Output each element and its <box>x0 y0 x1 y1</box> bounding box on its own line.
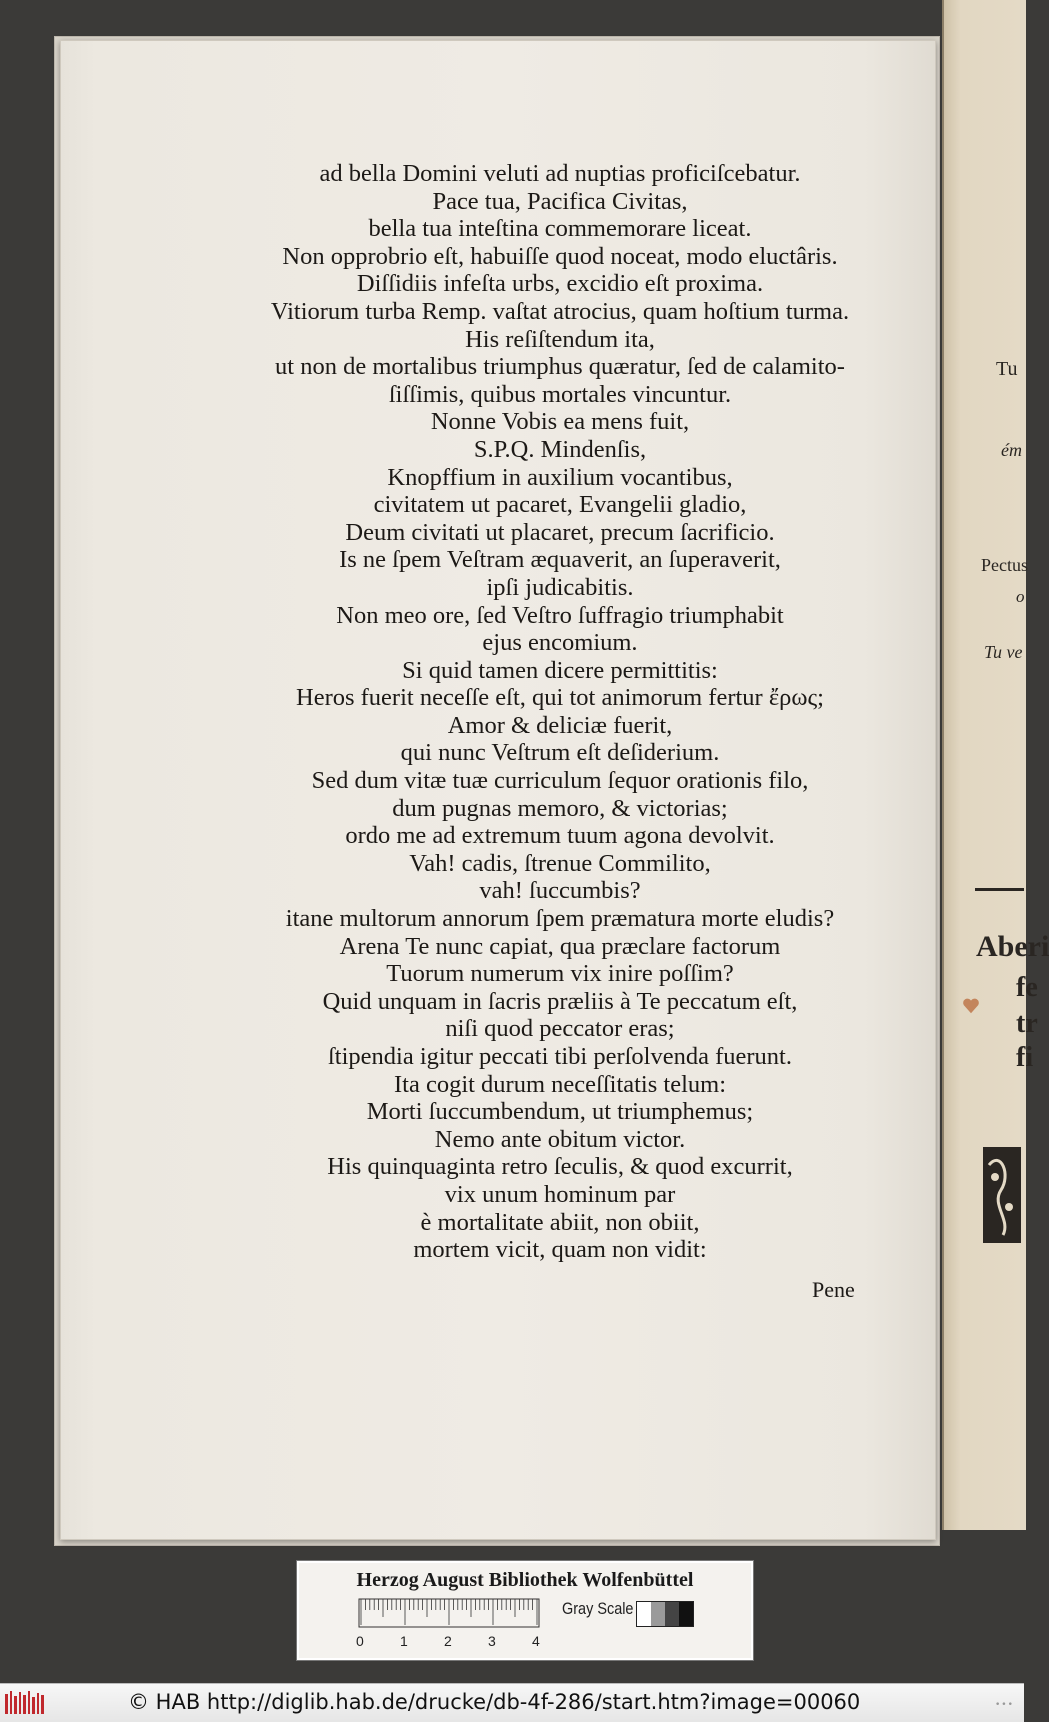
text-line: vix unum hominum par <box>444 1180 676 1208</box>
text-line: ejus encomium. <box>482 629 638 657</box>
footer-menu-dots-icon[interactable]: ••• <box>995 1700 1014 1710</box>
text-line: ordo me ad extremum tuum agona devolvit. <box>345 822 775 850</box>
page-text <box>230 160 890 1264</box>
text-line: dum pugnas memoro, & victorias; <box>392 794 728 822</box>
ruler-number: 4 <box>532 1633 540 1649</box>
text-line: Si quid tamen dicere permittitis: <box>402 656 718 684</box>
text-line: Ita cogit durum neceſſitatis telum: <box>393 1070 727 1098</box>
ruler-number: 1 <box>400 1633 408 1649</box>
color-reference-card <box>297 1561 753 1660</box>
text-line: Nonne Vobis ea mens fuit, <box>430 408 690 436</box>
facing-fragment: Tu ve <box>984 642 1023 662</box>
text-line: Non opprobrio eſt, habuiſſe quod noceat, modo eluctâris. <box>282 242 838 270</box>
text-line: S.P.Q. Mindenſis, <box>473 435 647 463</box>
gray-scale-swatches <box>636 1601 694 1627</box>
text-line: bella tua inteſtina commemorare liceat. <box>368 215 752 243</box>
footer-bar <box>0 1683 1024 1722</box>
ruler-number: 3 <box>488 1633 496 1649</box>
text-line: itane multorum annorum ſpem præmatura morte eludis? <box>285 905 835 933</box>
text-line: ſiſſimis, quibus mortales vincuntur. <box>388 380 732 408</box>
facing-fragment: tr <box>1016 1008 1038 1039</box>
text-line: His reſiſtendum ita, <box>465 325 655 353</box>
text-line: ipſi judicabitis. <box>486 573 634 601</box>
gray-swatch <box>651 1602 665 1626</box>
text-line: è mortalitate abiit, non obiit, <box>420 1208 700 1236</box>
text-line: Nemo ante obitum victor. <box>434 1125 686 1153</box>
facing-fragment: o <box>1016 587 1025 606</box>
ornamental-initial-icon <box>981 1145 1021 1245</box>
facing-fragment: fe <box>1016 972 1038 1003</box>
hab-barcode-logo-icon <box>4 1690 46 1716</box>
text-line: Non meo ore, ſed Veſtro ſuffragio triumphabit <box>336 601 784 629</box>
text-line: ut non de mortalibus triumphus quæratur, ſed de calamito- <box>275 353 845 381</box>
facing-fragment: Tu <box>996 358 1018 380</box>
facing-fragment: Aberi <box>976 930 1049 963</box>
text-line: mortem vicit, quam non vidit: <box>413 1236 707 1264</box>
text-line: niſi quod peccator eras; <box>445 1015 675 1043</box>
text-line: Pace tua, Pacifica Civitas, <box>432 187 688 215</box>
library-name: Herzog August Bibliothek Wolfenbüttel <box>356 1569 694 1591</box>
facing-fragment: fi <box>1016 1042 1034 1073</box>
ruler-number: 2 <box>444 1633 452 1649</box>
text-line: Vah! cadis, ſtrenue Commilito, <box>409 849 711 877</box>
heart-stain-icon <box>962 997 980 1015</box>
ruler-icon <box>359 1599 559 1633</box>
text-line: ad bella Domini veluti ad nuptias proficiſcebatur. <box>319 160 801 187</box>
gray-swatch <box>637 1602 651 1626</box>
text-line: Heros fuerit neceſſe eſt, qui tot animorum fertur ἔρως; <box>296 684 824 712</box>
gray-scale-label: Gray Scale <box>562 1599 634 1618</box>
text-line: Tuorum numerum vix inire poſſim? <box>386 960 734 988</box>
text-line: ſtipendia igitur peccati tibi perſolvenda fuerunt. <box>328 1043 792 1070</box>
text-line: Quid unquam in ſacris præliis à Te peccatum eſt, <box>322 987 798 1015</box>
catchword: Pene <box>812 1277 855 1302</box>
text-line: vah! ſuccumbis? <box>479 877 641 905</box>
facing-page-rule <box>975 888 1024 891</box>
text-line: Amor & deliciæ fuerit, <box>447 711 673 739</box>
text-line: Sed dum vitæ tuæ curriculum ſequor orationis filo, <box>311 767 809 795</box>
ruler-number: 0 <box>356 1633 364 1649</box>
text-line: Deum civitati ut placaret, precum ſacrificio. <box>345 518 775 546</box>
text-line: Knopffium in auxilium vocantibus, <box>387 463 733 491</box>
facing-fragment: ém <box>1001 440 1022 460</box>
text-line: Is ne ſpem Veſtram æquaverit, an ſuperaverit, <box>339 546 781 574</box>
text-line: Diſſidiis infeſta urbs, excidio eſt proxima. <box>356 270 764 298</box>
facing-page <box>942 0 1049 1530</box>
footer-citation-link[interactable]: © HAB http://diglib.hab.de/drucke/db-4f-286/start.htm?image=00060 <box>128 1690 861 1714</box>
text-line: Vitiorum turba Remp. vaſtat atrocius, quam hoſtium turma. <box>270 297 850 325</box>
gray-swatch <box>679 1602 693 1626</box>
gray-swatch <box>665 1602 679 1626</box>
text-line: civitatem ut pacaret, Evangelii gladio, <box>373 491 747 519</box>
facing-fragment: Pectus <box>981 555 1028 575</box>
text-line: Arena Te nunc capiat, qua præclare factorum <box>339 932 781 960</box>
text-line: qui nunc Veſtrum eſt deſiderium. <box>400 739 720 767</box>
text-line: Morti ſuccumbendum, ut triumphemus; <box>366 1098 754 1126</box>
text-line: His quinquaginta retro ſeculis, & quod excurrit, <box>327 1153 793 1181</box>
